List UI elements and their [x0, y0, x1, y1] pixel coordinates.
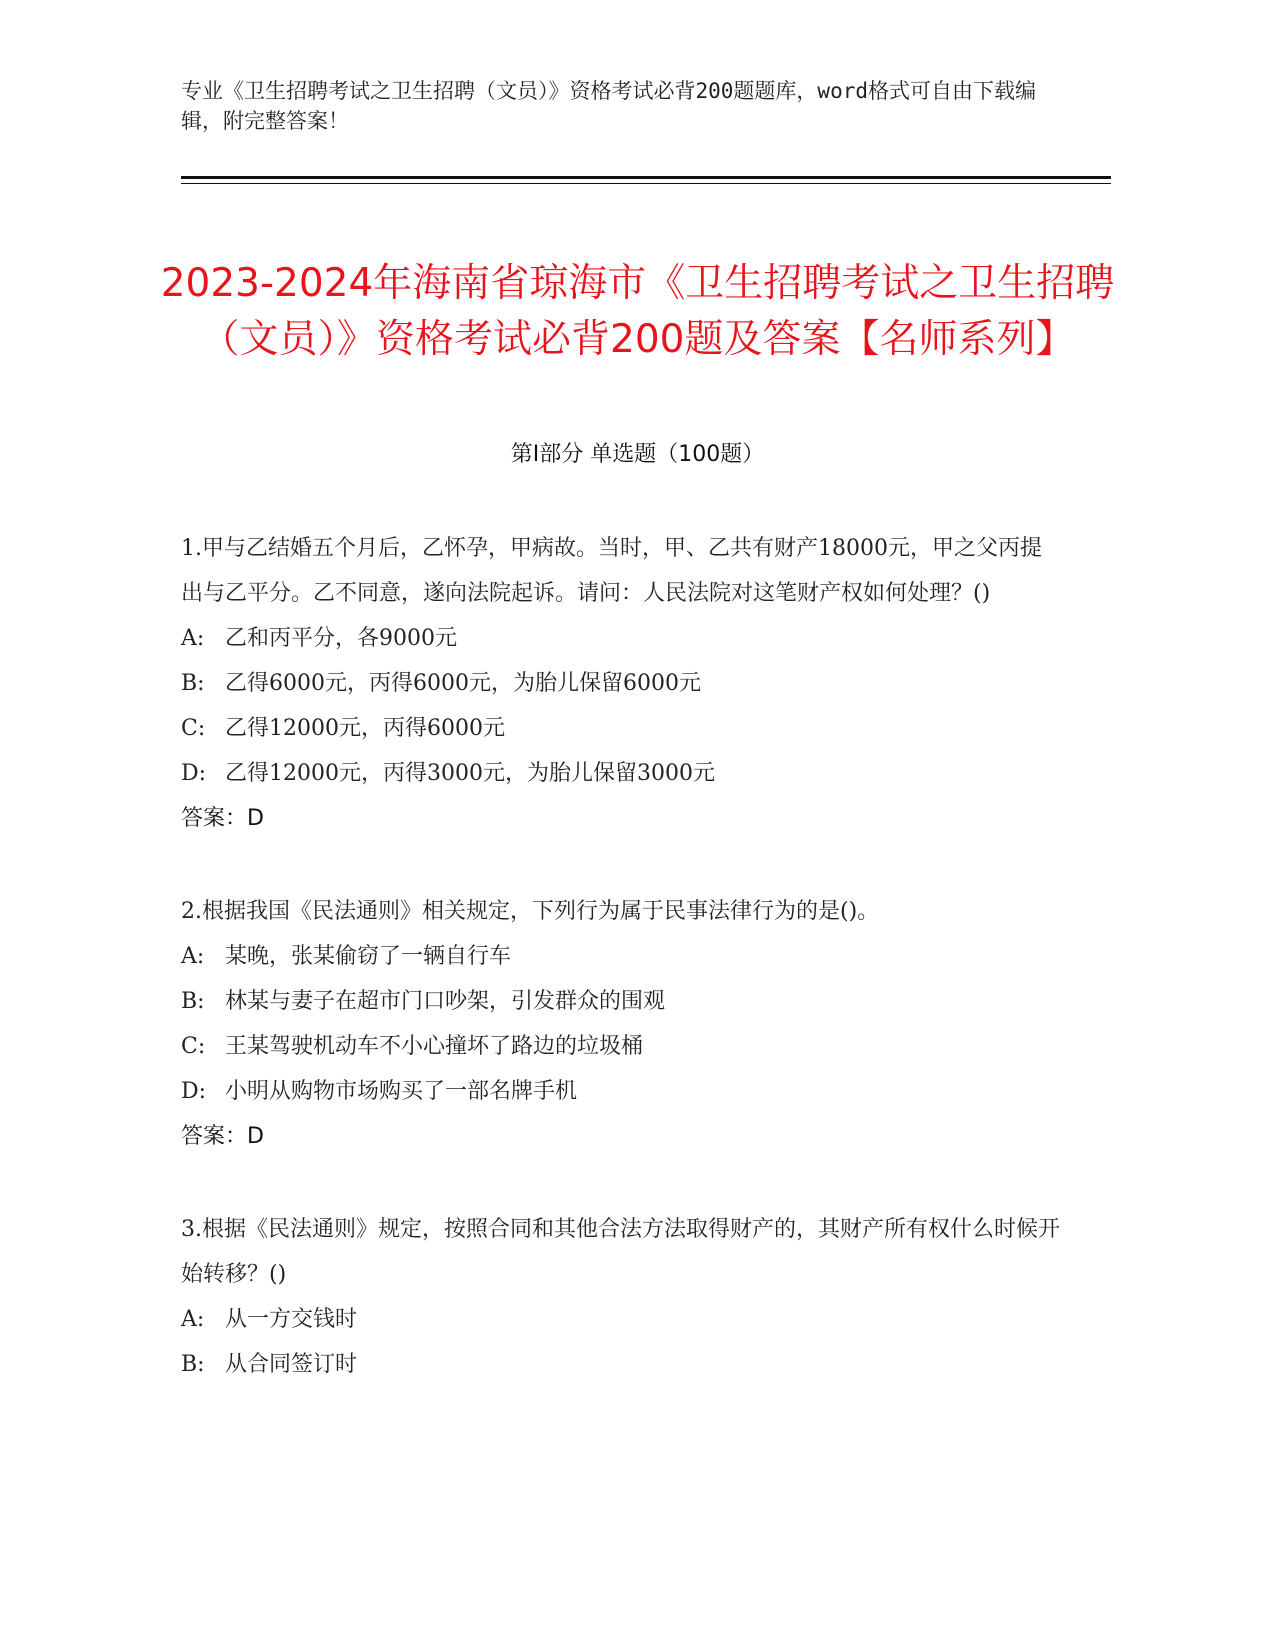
option-a: [181, 616, 1061, 661]
answer-line: 答案：D: [181, 806, 264, 831]
option-text: 乙得12000元，丙得6000元: [225, 716, 505, 741]
option-letter: C:: [181, 1034, 206, 1059]
question-2: [181, 889, 1061, 1159]
question-list: [181, 526, 1061, 1435]
option-b: [181, 661, 1061, 706]
option-a: [181, 1297, 1061, 1342]
option-text: 从合同签订时: [225, 1352, 358, 1377]
question-1: [181, 526, 1061, 841]
option-d: [181, 751, 1061, 796]
header-rule-thin: [181, 183, 1111, 184]
option-text: 乙得6000元，丙得6000元，为胎儿保留6000元: [225, 671, 701, 696]
option-a: [181, 934, 1061, 979]
document-title: 2023-2024年海南省琼海市《卫生招聘考试之卫生招聘（文员）》资格考试必背200题及答案【名师系列】: [160, 261, 1115, 363]
option-text: 小明从购物市场购买了一部名牌手机: [225, 1079, 578, 1104]
option-text: 王某驾驶机动车不小心撞坏了路边的垃圾桶: [225, 1034, 644, 1059]
option-letter: B:: [181, 671, 205, 696]
option-d: [181, 1069, 1061, 1114]
option-text: 乙得12000元，丙得3000元，为胎儿保留3000元: [225, 761, 715, 786]
question-stem: 2.根据我国《民法通则》相关规定，下列行为属于民事法律行为的是()。: [181, 899, 880, 924]
option-c: [181, 1024, 1061, 1069]
question-3: [181, 1207, 1061, 1387]
option-text: 某晚，张某偷窃了一辆自行车: [225, 944, 512, 969]
option-letter: A:: [181, 944, 205, 969]
option-b: [181, 1342, 1061, 1387]
option-letter: B:: [181, 989, 205, 1014]
option-letter: D:: [181, 761, 207, 786]
option-text: 乙和丙平分，各9000元: [225, 626, 457, 651]
option-letter: B:: [181, 1352, 205, 1377]
header-rule-thick: [181, 176, 1111, 179]
option-letter: A:: [181, 1307, 205, 1332]
option-letter: A:: [181, 626, 205, 651]
section-title: 第Ⅰ部分 单选题（100题）: [510, 442, 765, 467]
option-c: [181, 706, 1061, 751]
header-note: 专业《卫生招聘考试之卫生招聘（文员）》资格考试必背200题题库，word格式可自由下载编辑，附完整答案！: [181, 79, 1036, 133]
question-stem: 3.根据《民法通则》规定，按照合同和其他合法方法取得财产的，其财产所有权什么时候开始转移？(): [181, 1217, 1060, 1287]
option-letter: C:: [181, 716, 206, 741]
option-text: 林某与妻子在超市门口吵架，引发群众的围观: [225, 989, 666, 1014]
option-b: [181, 979, 1061, 1024]
option-letter: D:: [181, 1079, 207, 1104]
question-stem: 1.甲与乙结婚五个月后，乙怀孕，甲病故。当时，甲、乙共有财产18000元，甲之父丙提出与乙平分。乙不同意，遂向法院起诉。请问：人民法院对这笔财产权如何处理？(): [181, 536, 1042, 606]
option-text: 从一方交钱时: [225, 1307, 358, 1332]
answer-line: 答案：D: [181, 1124, 264, 1149]
